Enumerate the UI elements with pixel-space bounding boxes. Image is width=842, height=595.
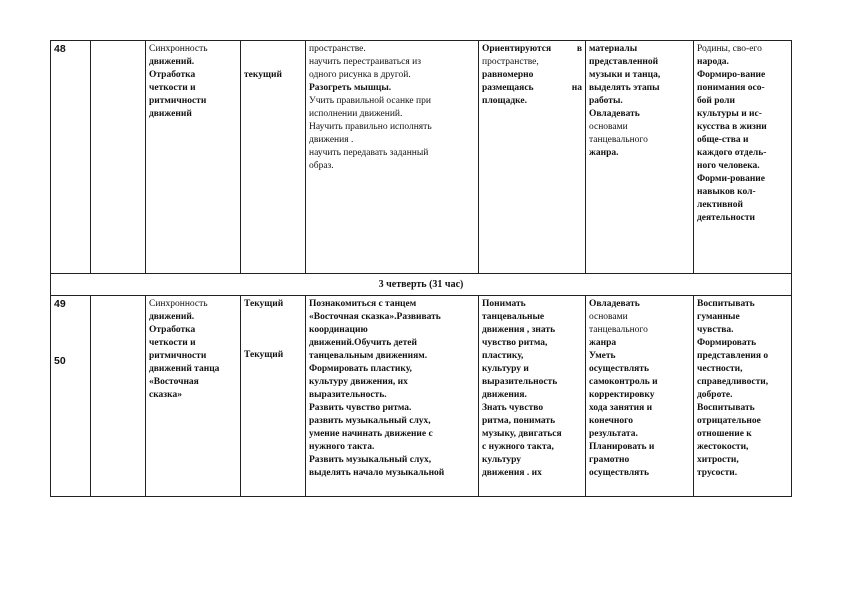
topic-line: Отработка: [149, 70, 196, 80]
subject-results-cell: [479, 41, 586, 274]
task-line: развить музыкальный слух,: [309, 416, 431, 426]
personal-line: Воспитывать: [697, 299, 755, 309]
lesson-number-cell: [51, 41, 91, 274]
result-line: движения . их: [482, 468, 542, 478]
result-word: размещаясь: [482, 83, 534, 93]
meta-line: основами: [589, 312, 628, 322]
personal-line: лективной: [697, 200, 743, 210]
result-line: танцевальные: [482, 312, 545, 322]
task-line: Формировать пластику,: [309, 364, 412, 374]
task-line: научить перестраиваться из: [309, 57, 421, 67]
meta-line: Овладевать: [589, 299, 640, 309]
topic-line: ритмичности: [149, 96, 207, 106]
result-line: пластику,: [482, 351, 524, 361]
meta-line: хода занятия и: [589, 403, 653, 413]
task-line: Научить правильно исполнять: [309, 122, 432, 132]
lesson-number: 50: [54, 355, 66, 367]
topic-cell: [146, 41, 241, 274]
personal-line: отрицательное: [697, 416, 761, 426]
personal-line: гуманные: [697, 312, 740, 322]
meta-line: выделять этапы: [589, 83, 660, 93]
topic-line: Отработка: [149, 325, 196, 335]
result-line: ритма, понимать: [482, 416, 556, 426]
topic-line: ритмичности: [149, 351, 207, 361]
tasks-cell: [306, 41, 479, 274]
table-row-48: [51, 41, 792, 274]
meta-line: Уметь: [589, 351, 616, 361]
result-line: музыку, двигаться: [482, 429, 562, 439]
topic-line: Синхронность: [149, 299, 208, 309]
task-line: нужного такта.: [309, 442, 375, 452]
meta-line: Планировать и: [589, 442, 655, 452]
personal-line: бой роли: [697, 96, 735, 106]
task-line: координацию: [309, 325, 368, 335]
result-line: Знать чувство: [482, 403, 544, 413]
meta-line: жанра: [589, 338, 617, 348]
meta-line: жанра.: [589, 148, 619, 158]
personal-line: отношение к: [697, 429, 752, 439]
lesson-number-cell: [51, 296, 91, 497]
quarter-heading-row: [51, 274, 792, 296]
personal-line: жестокости,: [697, 442, 749, 452]
result-line: с нужного такта,: [482, 442, 554, 452]
lesson-number: 49: [54, 298, 66, 310]
meta-results-cell: [586, 296, 694, 497]
task-line: пространстве.: [309, 44, 366, 54]
meta-line: осуществлять: [589, 364, 649, 374]
personal-line: Формиро-вание: [697, 70, 766, 80]
result-line: движения , знать: [482, 325, 556, 335]
meta-line: основами: [589, 122, 628, 132]
task-line: Развить музыкальный слух,: [309, 455, 432, 465]
lesson-type: Текущий: [244, 350, 284, 360]
topic-line: четкости и: [149, 83, 196, 93]
personal-line: деятельности: [697, 213, 755, 223]
result-word: на: [571, 83, 582, 93]
result-line: культуру и: [482, 364, 529, 374]
lesson-type-cell: [241, 296, 306, 497]
task-line: танцевальным движениям.: [309, 351, 428, 361]
meta-line: конечного: [589, 416, 633, 426]
meta-line: результата.: [589, 429, 638, 439]
task-line: «Восточная сказка».Развивать: [309, 312, 441, 322]
personal-line: справедливости,: [697, 377, 769, 387]
topic-line: движений танца: [149, 364, 220, 374]
meta-line: работы.: [589, 96, 623, 106]
quarter-heading: 3 четверть (31 час): [51, 274, 792, 296]
meta-line: музыки и танца,: [589, 70, 661, 80]
task-line: выразительность.: [309, 390, 387, 400]
task-line: образ.: [309, 161, 334, 171]
task-line: движений.Обучить детей: [309, 338, 417, 348]
personal-line: Форми-рование: [697, 174, 765, 184]
meta-line: корректировку: [589, 390, 655, 400]
result-word: Ориентируются: [482, 44, 552, 54]
lesson-type-cell: [241, 41, 306, 274]
empty-cell: [91, 41, 146, 274]
personal-line: навыков кол-: [697, 187, 756, 197]
task-line: Познакомиться с танцем: [309, 299, 417, 309]
meta-line: осуществлять: [589, 468, 649, 478]
topic-line: движений.: [149, 57, 195, 67]
table-row-49-50: [51, 296, 792, 497]
lesson-type: Текущий: [244, 299, 284, 309]
personal-line: доброте.: [697, 390, 733, 400]
personal-line: обще-ства и: [697, 135, 749, 145]
meta-line: грамотно: [589, 455, 630, 465]
personal-line: Формировать: [697, 338, 757, 348]
topic-line: движений.: [149, 312, 195, 322]
personal-line: трусости.: [697, 468, 738, 478]
personal-line: понимания осо-: [697, 83, 765, 93]
result-line: площадке.: [482, 96, 527, 106]
result-line: чувство ритма,: [482, 338, 548, 348]
result-line: равномерно: [482, 70, 534, 80]
result-line: пространстве,: [482, 57, 539, 67]
task-line: Развить чувство ритма.: [309, 403, 412, 413]
task-line: движения .: [309, 135, 354, 145]
personal-results-cell: [694, 296, 792, 497]
meta-line: материалы: [589, 44, 638, 54]
meta-line: танцевального: [589, 325, 648, 335]
personal-results-cell: [694, 41, 792, 274]
meta-results-cell: [586, 41, 694, 274]
task-line: исполнении движений.: [309, 109, 403, 119]
personal-line: каждого отдель-: [697, 148, 767, 158]
personal-line: честности,: [697, 364, 743, 374]
empty-cell: [91, 296, 146, 497]
task-line: умение начинать движение с: [309, 429, 433, 439]
task-line: Учить правильной осанке при: [309, 96, 431, 106]
personal-line: представления о: [697, 351, 769, 361]
personal-line: кусства в жизни: [697, 122, 767, 132]
result-line: [482, 43, 582, 56]
personal-line: чувства.: [697, 325, 734, 335]
task-line: культуру движения, их: [309, 377, 408, 387]
topic-line: движений: [149, 109, 192, 119]
lesson-number: 48: [54, 43, 66, 55]
task-line: Разогреть мышцы.: [309, 83, 392, 93]
tasks-cell: [306, 296, 479, 497]
result-line: [482, 82, 582, 95]
personal-line: народа.: [697, 57, 729, 67]
personal-line: Родины, сво-его: [697, 44, 762, 54]
result-line: культуру: [482, 455, 522, 465]
task-line: научить передавать заданный: [309, 148, 429, 158]
meta-line: Овладевать: [589, 109, 640, 119]
result-line: Понимать: [482, 299, 526, 309]
lesson-plan-table: [50, 40, 792, 497]
topic-line: Синхронность: [149, 44, 208, 54]
lesson-type: текущий: [244, 70, 282, 80]
topic-line: сказка»: [149, 390, 182, 400]
personal-line: Воспитывать: [697, 403, 755, 413]
subject-results-cell: [479, 296, 586, 497]
topic-line: четкости и: [149, 338, 196, 348]
result-word: в: [576, 44, 582, 54]
personal-line: хитрости,: [697, 455, 739, 465]
personal-line: ного человека.: [697, 161, 760, 171]
result-line: выразительность: [482, 377, 558, 387]
result-line: движения.: [482, 390, 527, 400]
task-line: одного рисунка в другой.: [309, 70, 411, 80]
meta-line: танцевального: [589, 135, 648, 145]
topic-line: «Восточная: [149, 377, 199, 387]
task-line: выделять начало музыкальной: [309, 468, 445, 478]
topic-cell: [146, 296, 241, 497]
personal-line: культуры и ис-: [697, 109, 762, 119]
meta-line: представленной: [589, 57, 659, 67]
meta-line: самоконтроль и: [589, 377, 658, 387]
